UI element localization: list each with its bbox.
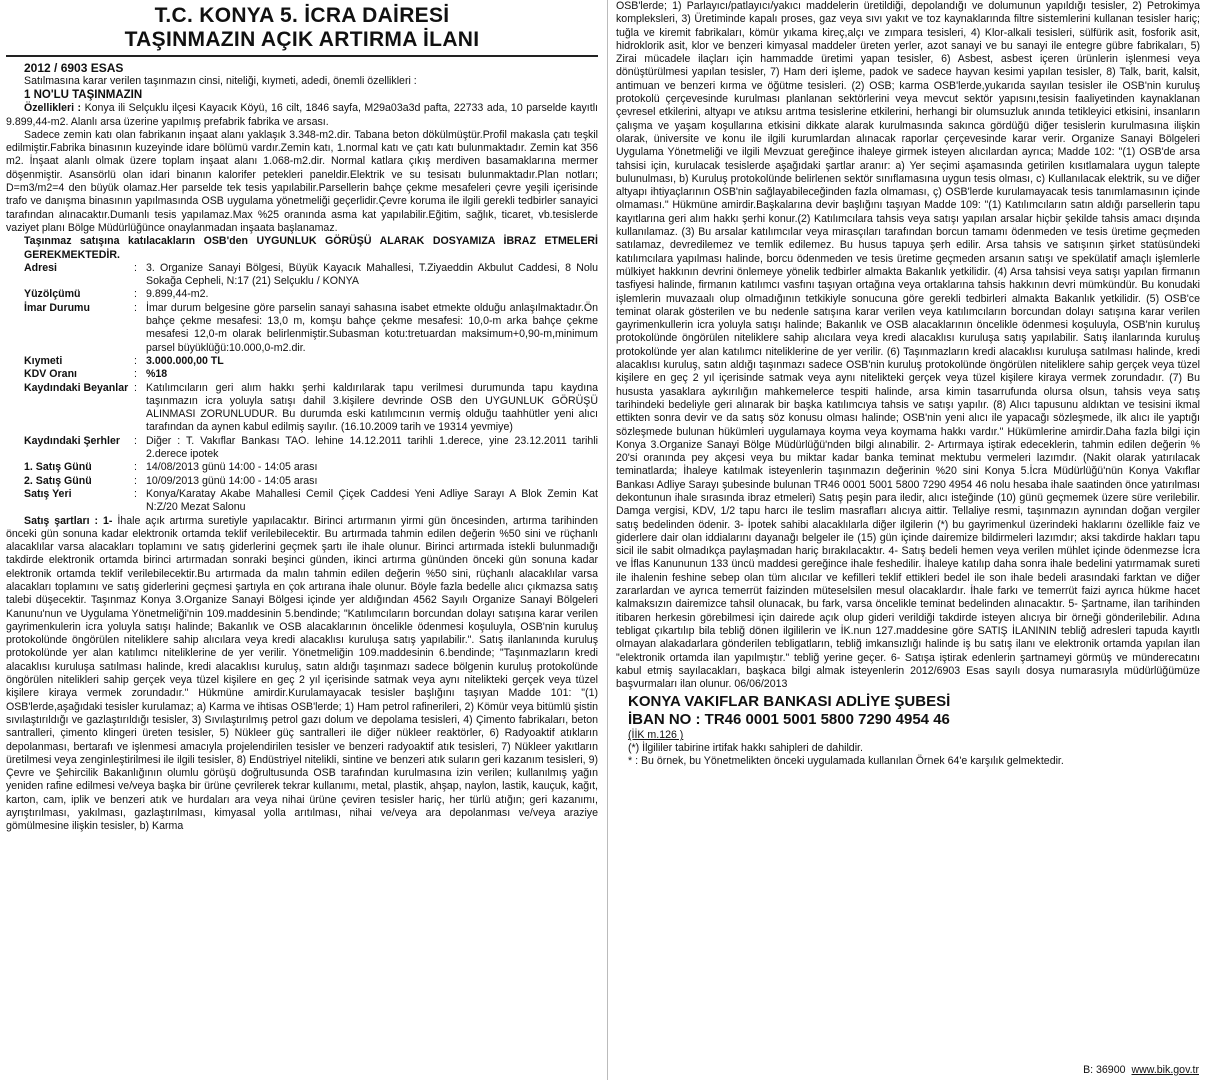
page-title: T.C. KONYA 5. İCRA DAİRESİ — [154, 4, 450, 27]
regulation-text: OSB'lerde; 1) Parlayıcı/patlayıcı/yakıcı maddelerin üretildiği, depolandığı ve dolumunun yapıldığı tesisler, 2) Petrokimya kompleksleri, 3) Üretiminde kapalı proses, gaz veya sıvı yakıt ve toz kaynaklarında filtre sistemlerini kullanan tesisler hariç; tuğla ve kiremit fabrikaları, kömür yıkama kireç,alçı ve zımpara tesisleri, 4) Klor-alkali tesisleri, sülfürik asit, fosforik asit, hidroklorik asit, klor ve benzeri kimyasal maddeler üreten yerler, azot sanayi ve bu sanayi ile entegre gübre fabrikaları, 5) Zirai mücadele ilaçları için hammadde üretimi yapan tesisler, 6) Asbest, asbest içeren ürünlerin işlenmesi veya dönüştürülmesi yapılan tesisler, 7) Ham deri işleme, padok ve sadece hayvan kesimi yapılan tesisler, 8) Talk, barit, kalsit, antimuan ve benzeri kırma ve öğütme tesisleri. (2) OSB; karma OSB'lerde,yukarıda sayılan tesisler ile OSB'nin kuruluş protokolü çerçevesinde kurulması planlanan sektörlerini veya mevcut sektör yapısını,tesisin faaliyetinden kaynaklanan çevresel etkilerini, altyapı ve atıksu arıtma tesislerine etkilerini, herhangi bir olumsuzluk anında tetikleyici etkisini, insanların çalışma ve yaşam koşullarına etkisini dikkate alarak kurulmasında sakınca gördüğü diğer tesislerin kurulmasına ilişkin olarak, üniversite ve konu ile ilgili kurumlardan alınacak raporlar çerçevesinde karar verir. Organize Sanayi Bölgeleri Uygulama Yönetmeliği ve ilgili Mevzuat gereğince ihaleye girmek isteyen alıcılardan ayrıca; Madde 102: "(1) OSB'de arsa tahsisi için, kurulacak tesislerde aşağıdaki şartlar aranır: a) Yer seçimi aşamasında getirilen kısıtlamalara uygun talepte bulunulması, b) Kuruluş protokolünde belirlenen sektör sınıflamasına uygun tesis olması, c) Kullanılacak elektrik, su ve diğer altyapı ihtiyaçlarının OSB'nin sağlayabileceğinden fazla olmaması, ç) OSB'lerde kurulamayacak tesis tanımlamasının içinde olmaması." Hükmüne amirdir.Başkalarına devir başlığını taşıyan Madde 109: "(1) Katılımcıların satın aldığı parsellerin tapu kayıtlarına geri alım hakkı şerhi konur.(2) Katılımcılara tahsis veya satışı yapılan arsalar hiçbir şekilde tahsis amacı dışında kullanılamaz. (3) Bu arsalar katılımcılar veya mirasçıları tarafından borcun tamamı ödenmeden ve tesis üretime geçmeden satılamaz, devredilemez ve temlik edilemez. Bu husus tapuya şerh edilir. Arsa tahsis ve satışının şirket statüsündeki katılımcılara yapılması halinde, borcu ödenmeden ve tesis üretime geçmeden arsanın satışı ve spekülatif amaçlı işlemlerle mülkiyet hakkının devrini önlemeye yönelik tedbirler almakta Bakanlık yetkilidir. (4) Arsa tahsisi veya satışı yapılan firmanın tasfiyesi halinde, firmanın katılımcı vasfını taşıyan ortağına veya ortaklarına tahsis hakkının devri mümkündür. Bu konudaki işlemlerin muvazaalı olup olmadığının tetkikiyle sonucuna göre gerekli tedbirleri almakta Bakanlık yetkilidir. (5) OSB'ce teminat olarak gösterilen ve bu nedenle satışına karar verilen veya katılımcıların borcundan dolayı satışına karar verilen gayrimenkullerin icra yoluyla satışı halinde; Bakanlık ve OSB alacaklarının öncelikle ödenmesi koşuluyla, OSB'nin kuruluş protokolünde öngörülen niteliklere sahip alıcılara veya kredi alacaklısı kuruluşa satış yapılabilir. Satış ilanlarında kuruluş protokolünde yer alan katılımcı niteliklerine de yer verilir. (6) Taşınmazların kredi alacaklısı kuruluşa satılması halinde, kredi alacaklısı kuruluş, satın aldığı taşınmazı sadece OSB'nin kuruluş protokolünde öngörülen niteliklere sahip gerçek veya tüzel kişilere en geç 2 yıl içerisinde satmak veya aynı nitelikteki gerçek veya tüzel kişilere kiraya vermek zorundadır. (7) Bu hususta yasaklara aykırılığın mahkemelerce tespiti halinde, arsa kimin tasarrufunda olursa olsun, tahsis veya satış tarihindeki bedeliyle geri alınarak bir başka katılımcıya tahsis ve satışı yapılır. (8) Alıcı tapusunu aldıktan ve tesisini ikmal ettikten sonra devir ve da satış söz konusu olması halinde; OSB'nin yeni alıcı ile yapacağı sözleşmede, ilk alıcı ile yaptığı sözleşmede bulunan hükümleri uygulamaya koyma veya koymama hakkı vardır." Hükümlerine amirdir.Daha fazla bilgi için Konya 3.Organize Sanayi Bölge Müdürlüğü'nden bilgi alınabilir. 2- Artırmaya iştirak edeceklerin, tahmin edilen değerin % 20'si oranında pey akçesi veya bu miktar kadar banka teminat mektubu vermeleri lazımdır. (Nakit olarak yatırılacak teminatlarda; İhaleye katılmak isteyenlerin taşınmazın değerinin %20 sini Konya 5.İcra Müdürlüğü'nün Konya Vakıflar Bankası Adliye Sarayı şubesinde bulunan TR46 0001 5001 5800 7290 4954 46 nolu hesaba ihale saatinden önce yatırılması dekontunun ihale sırasında ibraz etmeleri) Satış peşin para iledir, alıcı isteğinde (10) günü geçmemek üzere süre verilebilir. Damga vergisi, KDV, 1/2 tapu harcı ile teslim masrafları alıcıya aittir. Tellaliye resmi, taşınmazın aynından doğan vergiler satış bedelinden ödenir. 3- İpotek sahibi alacaklılarla diğer ilgilerin (*) bu gayrimenkul üzerindeki haklarını özellikle faiz ve giderlere dair olan iddialarını dayanağı belgeler ile (15) gün içinde dairemize bildirmeleri lazımdır; aksi takdirde hakları tapu sicil ile sabit olmadıkça paylaşmadan hariç bırakılacaktır. 4- Satış bedeli hemen veya verilen mühlet içinde ödenmezse İcra ve İflas Kanununun 133 üncü maddesi gereğince ihale feshedilir. İhaleye katılıp daha sonra ihale bedelini yatırmamak sureti ile ihalenin feshine sebep olan tüm alıcılar ve kefilleri teklif ettikleri bedel ile son ihale bedeli arasındaki farktan ve diğer zararlardan ve ayrıca temerrüt faizinden müteselsilen mesul olacaklardır. İhale farkı ve temerrüt faizi ayrıca hükme hacet kalmaksızın dairemizce tahsil olunacak, bu fark, varsa öncelikle teminat bedelinden alınacaktır. 5- Şartname, ilan tarihinden itibaren herkesin görebilmesi için dairede açık olup gideri verildiği takdirde isteyen alıcıya bir örneği gönderilebilir. Adına tebligat çıkartılıp bila tebliğ dönen ilgililerin ve İK.nun 127.maddesine göre SATIŞ İLANININ tebliğ adresleri tapuda kayıtlı olmayan alakadarlara gönderilen tebligatların, tebliğ imkansızlığı halinde iş bu satış ilanı ve elektronik ortamda yapılan ilan "elektronik ortamda ilan yapılmıştır." tebliğ yerine geçer. 6- Satışa iştirak edenlerin şartnameyi görmüş ve münderecatını kabul etmiş sayılacakları, başkaca bilgi almak isteyenlerin 2012/6903 Esas sayılı dosya numarasıyla müdürlüğümüze başvurmaları ilan olunur. 06/06/2013 — [616, 0, 1200, 691]
left-column — [6, 0, 598, 1080]
iban-number: İBAN NO : TR46 0001 5001 5800 7290 4954 46 — [628, 711, 950, 729]
field-address: Adresi : 3. Organize Sanayi Bölgesi, Büyük Kayacık Mahallesi, T.Ziyaeddin Akbulut Caddesi, 8 Nolu Sokağa Cepheli, N:17 (21) Selçuklu / KONYA — [24, 261, 598, 288]
sale-conditions — [6, 515, 598, 834]
field-label: Yüzölçümü — [24, 288, 81, 301]
right-column — [616, 0, 1200, 1080]
field-value: 14/08/2013 günü 14:00 - 14:05 arası — [146, 461, 318, 474]
field-label: Kaydındaki Beyanlar — [24, 381, 129, 394]
field-vat: KDV Oranı : %18 — [24, 368, 598, 381]
law-reference: (İİK m.126 ) — [628, 729, 684, 742]
page-subtitle: TAŞINMAZIN AÇIK ARTIRMA İLANI — [124, 28, 480, 51]
footnote-1: (*) İlgililer tabirine irtifak hakkı sahipleri de dahildir. — [628, 742, 863, 755]
field-value: 9.899,44-m2. — [146, 288, 209, 301]
field-value: Katılımcıların geri alım hakkı şerhi kaldırılarak tapu verilmesi durumunda tapu kaydına taşınmazın icra yoluyla satışı dahil 3.kişilere devrinde OSB den UYGUNLUK GÖRÜŞÜ ALINMASI ZORUNLUDUR. Bu durumda eski katılımcının vermiş olduğu taahhütler yeni alıcı tarafından da aynen kabul edilmiş sayılır. (16.10.2009 tarih ve 19314 yevmiye) — [146, 381, 598, 434]
field-value: 3. Organize Sanayi Bölgesi, Büyük Kayacık Mahallesi, T.Ziyaeddin Akbulut Caddesi, 8 Nolu Sokağa Cepheli, N:17 (21) Selçuklu / KONYA — [146, 261, 598, 288]
sale-conditions-text: İhale açık artırma suretiyle yapılacaktır. Birinci artırmanın yirmi gün öncesinden, artırma tarihinden önceki gün sonuna kadar elektronik ortamda teklif verilebilecektir. Bu artırmada tahmin edilen değerin %50 sini ve rüçhanlı alacaklılar varsa alacakları toplamını ve satış giderlerini geçmek şartı ile ihale olunur. Birinci artırmada istekli bulunmadığı takdirde elektronik ortamda birinci artırmadan sonraki beşinci günden, ikinci artırma gününden önceki gün sonuna kadar elektronik ortamda teklif verilebilecektir.Bu artırmada da malın tahmin edilen değerin %50 sini, rüçhanlı alacaklılar varsa alacakları toplamını ve satış giderlerini geçmesi şartıyla en çok artırana ihale olunur. Böyle fazla bedelle alıcı çıkmazsa satış talebi düşecektir. Taşınmaz Konya 3.Organize Sanayi Bölgesi içinde yer aldığından 4562 Sayılı Organize Sanayi Bölgeleri Kanunu'nun ve Uygulama Yönetmeliği'nin 109.maddesinin 5.bendinde; "Katılımcıların borcundan dolayı satışına karar verilen gayrimenkulerin icra yoluyla satışı halinde; Bakanlık ve OSB alacaklarının öncelikle ödenmesi koşuluyla, OSB'nin kuruluş protokolünde öngörülen niteliklere sahip alıcılara veya kredi alacaklısı kuruluşa satış yapılabilir.". Satış ilanlanında kuruluş protokolünde yer alan katılımcı niteliklerine de yer verilir. Yönetmeliğin 109.maddesinin 6.bendinde; "Taşınmazların kredi alacaklısı kuruluşa satılması halinde, kredi alacaklısı kuruluş, satın aldığı taşınmazı sadece bölgenin kuruluş protokolünde öngörülen nitelikleri sahip gerçek veya tüzel kişilere en geç 2 yıl içerisinde satmak veya aynı nitelikteki gerçek veya tüzel kişilere kiraya vermek zorundadır." Hükmüne amirdir.Kurulamayacak tesisler başlığını taşıyan Madde 101: "(1) OSB'lerde,aşağıdaki tesisler kurulamaz; a) Karma ve ihtisas OSB'lerde; 1) Ham petrol rafinerileri, 2) Kömür veya bitümlü şistin sıvılaştırıldığı ve gazlaştırıldığı tesisler, 3) Sıvılaştırılmış petrol gazı dolum ve depolama tesisleri, 4) Çimento fabrikaları, beton santralleri, çimento klingeri üreten tesisler, 5) Nükleer güç santralleri ile diğer nükleer reaktörler, 6) Radyoaktif atıkların depolanması, bertarafı ve işlenmesi amacıyla projelendirilen tesisler ve benzeri radyoaktif atık tesisleri, 7) Nükleer yakıtların üretilmesi veya zenginleştirilmesi ile ilgili tesisler, 8) Endüstriyel nitelikli, sintine ve benzeri atık suların geri kazanım tesisleri, 9) Çevre ve Şehircilik Bakanlığının olumlu görüşü doğrultusunda OSB tarafından kurulmasına izin verilen; kullanılmış yağın yeniden rafine edilmesi ve/veya başka bir ürüne çevrilerek tekrar kullanımı, metal, plastik, ahşap, naylon, lastik, kauçuk, kağıt, karton, cam, iplik ve benzeri atık ve hurdaları ara veya nihai ürüne çeviren tesisler hariç, her türlü atığın; geri kazanımı, ayrıştırılması, yakılması, gazlaştırılması, kimyasal yolla arıtılması, nihai ve/veya ara depolanması ve/veya araziye gömülmesine ilişkin tesisler, b) Karma — [6, 514, 598, 833]
field-sale-day-2: 2. Satış Günü : 10/09/2013 günü 14:00 - 14:05 arası — [24, 475, 598, 488]
website-link[interactable]: www.bik.gov.tr — [1131, 1064, 1199, 1076]
field-zoning: İmar Durumu : İmar durum belgesine göre parselin sanayi sahasına isabet etmekte olduğu anlaşılmaktadır.Ön bahçe çekme mesafesi: 13,0 m, komşu bahçe çekme mesafesi: 10,0-m arka bahçe çekme mesafesi 12,0-m olarak belirlenmiştir.Subasman kotu:tretuardan maksimum+0,90-m,minimum parsel büyüklüğü:10.000,0-m2.dir. — [24, 301, 598, 354]
field-label: 1. Satış Günü — [24, 461, 92, 474]
property-description: Sadece zemin katı olan fabrikanın inşaat alanı yaklaşık 3.348-m2.dir. Tabana beton dökülmüştür.Profil makasla çatı teşkil edilmiştir.Fabrika binasının kuzeyinde idare bölümü vardır.Zemin katı, 1.normal katı ve çatı katı bulunmaktadır. Zemin kat 356 m2. İnşaat alanlı olmak üzere toplam inşaat alanı 1.068-m2.dir. Normal katlara çıkış merdiven basamaklarına mermer döşenmiştir. Asansörlü olan idari binanın kalorifer petekleri paneldir.Elektrik ve su tesisatı bulunmaktadır.Plan notları; D=m3/m2=4 den büyük olamaz.Her parselde tek tesis yapılabilir.Parsellerin bahçe çekme mesafeleri çevre yeşili içerisinde trafo ve danışma binasının yapılmasında OSB uygulama yönetmeliği geçerlidir.Çevre koruma ile ilgili gerekli tedbirler sanayici tarafından alınacaktır.Dumanlı tesis yapılamaz.Max %25 oranında asma kat yapılabilir.Eğitim, sağlık, ticaret, vb.tesislerde vaziyet planı Bölge Müdürlüğünce onaylanmadan inşaata başlanamaz. — [6, 128, 598, 234]
case-number: 2012 / 6903 ESAS — [24, 61, 124, 75]
field-declarations: Kaydındaki Beyanlar : Katılımcıların geri alım hakkı şerhi kaldırılarak tapu verilmesi durumunda tapu kaydına taşınmazın icra yoluyla satışı dahil 3.kişilere devrinde OSB den UYGUNLUK GÖRÜŞÜ ALINMASI ZORUNLUDUR. Bu durumda eski katılımcının vermiş olduğu taahhütler yeni alıcı tarafından da aynen kabul edilmiş sayılır. (16.10.2009 tarih ve 19314 yevmiye) — [24, 381, 598, 434]
property-heading: 1 NO'LU TAŞINMAZIN — [24, 89, 143, 102]
features-text: Konya ili Selçuklu ilçesi Kayacık Köyü, 16 cilt, 1846 sayfa, M29a03a3d pafta, 22733 ada, 10 parselde kayıtlı 9.899,44-m2. Alanlı arsa üzerine yapılmış prefabrik fabrika ve arsası. — [6, 102, 598, 128]
field-value: 3.000.000,00 TL — [146, 354, 224, 367]
bank-name: KONYA VAKIFLAR BANKASI ADLİYE ŞUBESİ — [628, 693, 951, 711]
announcement-header — [6, 0, 598, 57]
field-label: Kaydındaki Şerhler — [24, 434, 120, 447]
field-value: 10/09/2013 günü 14:00 - 14:05 arası — [146, 474, 318, 487]
field-sale-place: Satış Yeri : Konya/Karatay Akabe Mahallesi Cemil Çiçek Caddesi Yeni Adliye Sarayı A Blok Zemin Kat N:Z/20 Mezat Salonu — [24, 487, 598, 514]
field-value: %18 — [146, 368, 168, 381]
field-value-price: Kıymeti : 3.000.000,00 TL — [24, 355, 598, 368]
column-divider — [607, 0, 608, 1080]
field-sale-day-1: 1. Satış Günü : 14/08/2013 günü 14:00 - 14:05 arası — [24, 461, 598, 474]
field-value: İmar durum belgesine göre parselin sanayi sahasına isabet etmekte olduğu anlaşılmaktadır.Ön bahçe çekme mesafesi: 13,0 m, komşu bahçe çekme mesafesi: 10,0-m arka bahçe çekme mesafesi 12,0-m olarak belirlenmiştir.Subasman kotu:tretuardan maksimum+0,90-m,minimum parsel büyüklüğü:10.000,0-m2.dir. — [146, 301, 598, 354]
field-value: Konya/Karatay Akabe Mahallesi Cemil Çiçek Caddesi Yeni Adliye Sarayı A Blok Zemin Kat N:Z/20 Mezat Salonu — [146, 487, 598, 514]
field-value: Diğer : T. Vakıflar Bankası TAO. lehine 14.12.2011 tarihli 1.derece, yine 23.12.2011 tarihli 2.derece ipotek — [146, 434, 598, 461]
field-annotations: Kaydındaki Şerhler : Diğer : T. Vakıflar Bankası TAO. lehine 14.12.2011 tarihli 1.derece, yine 23.12.2011 tarihli 2.derece ipotek — [24, 434, 598, 461]
field-label: Satış Yeri — [24, 487, 72, 500]
field-label: Kıymeti — [24, 354, 63, 367]
page-footer — [1083, 1064, 1199, 1076]
footnote-2: * : Bu örnek, bu Yönetmelikten önceki uygulamada kullanılan Örnek 64'e karşılık gelmektedir. — [628, 755, 1064, 768]
publication-code: B: 36900 — [1083, 1064, 1126, 1076]
features-label: Özellikleri : — [24, 102, 82, 115]
field-label: İmar Durumu — [24, 301, 90, 314]
field-label: Adresi — [24, 261, 57, 274]
field-label: KDV Oranı — [24, 368, 77, 381]
intro-text: Satılmasına karar verilen taşınmazın cinsi, niteliği, kıymeti, adedi, önemli özellikleri : — [24, 75, 417, 87]
field-label: 2. Satış Günü — [24, 474, 92, 487]
osb-warning: Taşınmaz satışına katılacakların OSB'den UYGUNLUK GÖRÜŞÜ ALARAK DOSYAMIZA İBRAZ ETMELERİ GEREKMEKTEDİR. — [24, 235, 598, 261]
field-area: Yüzölçümü : 9.899,44-m2. — [24, 288, 598, 301]
property-features — [6, 102, 598, 129]
sale-conditions-label: Satış şartları : 1- — [24, 514, 113, 527]
